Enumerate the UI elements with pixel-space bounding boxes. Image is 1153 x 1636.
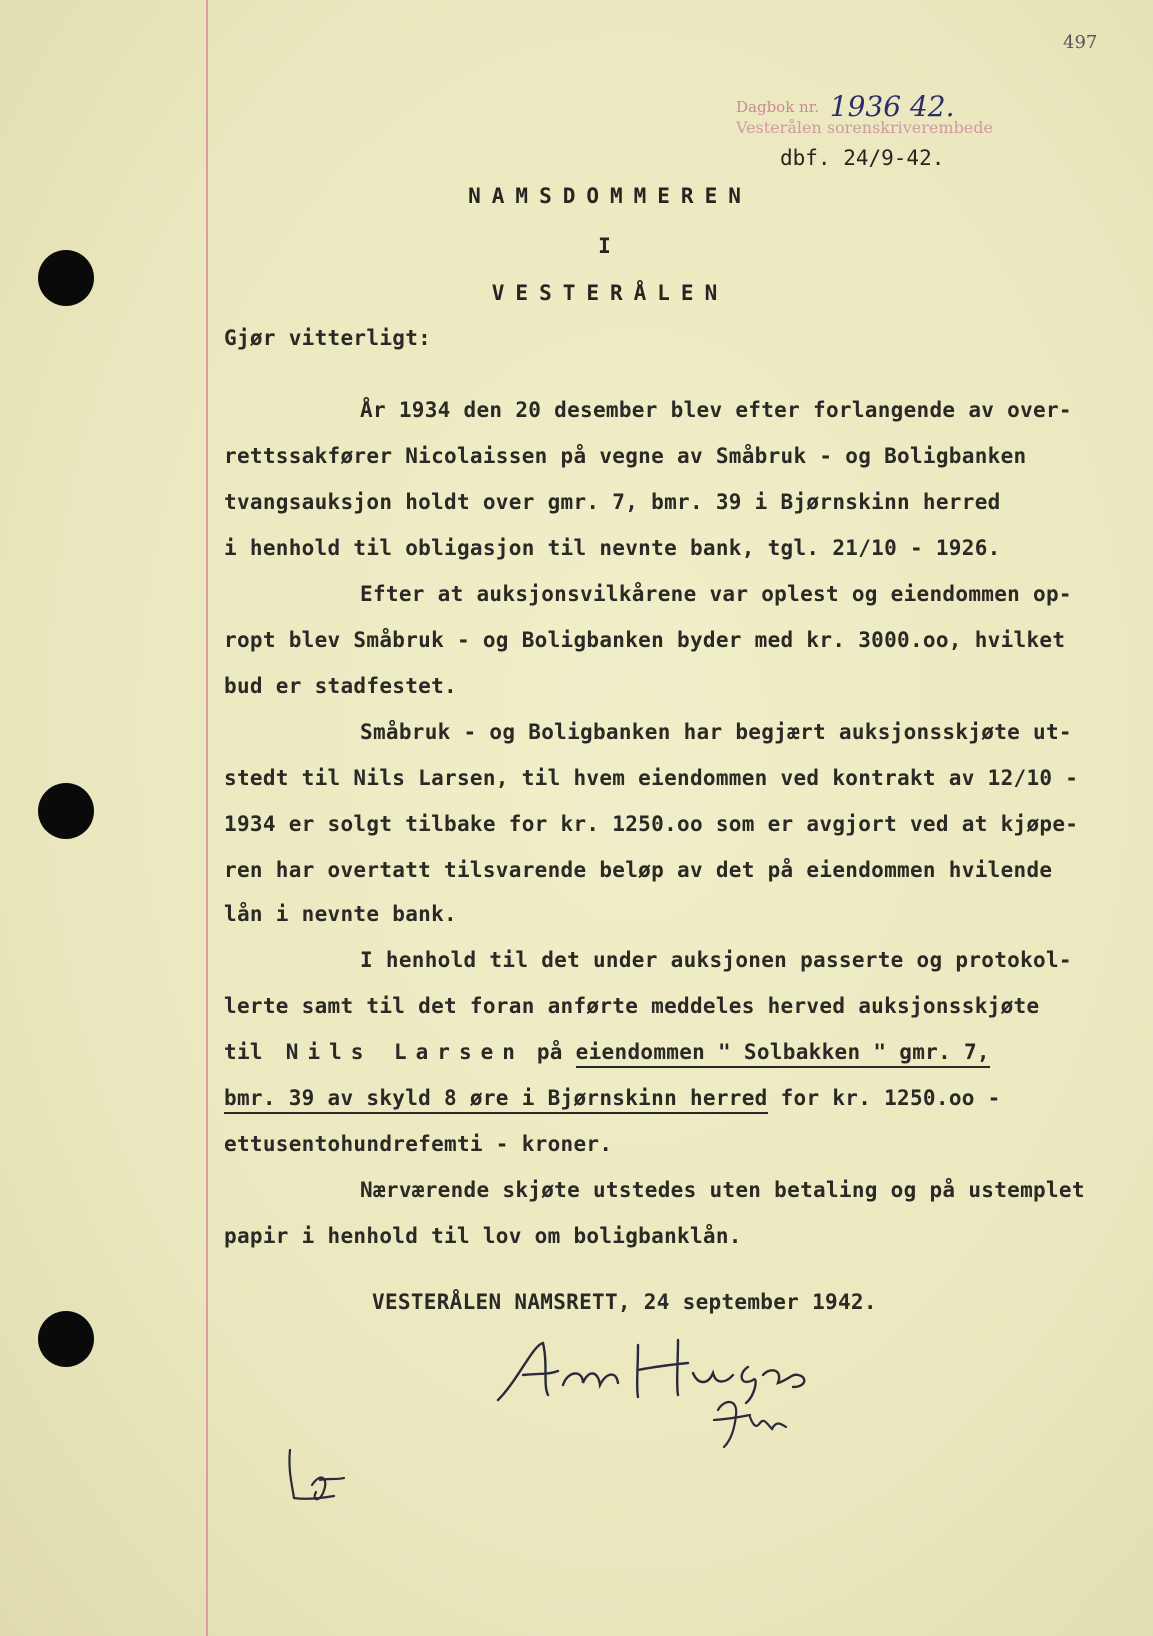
text-line: Småbruk - og Boligbanken har begjært auksjonsskjøte ut- [360,720,1072,744]
text-line: i henhold til obligasjon til nevnte bank, tgl. 21/10 - 1926. [224,536,1001,560]
text-line: ropt blev Småbruk - og Boligbanken byder med kr. 3000.oo, hvilket [224,628,1066,652]
text-line [224,1086,1001,1110]
punch-hole [38,250,94,306]
buyer-name: Nils Larsen [285,1040,524,1064]
heading-line-2: I [598,234,622,258]
closing-place-date: VESTERÅLEN NAMSRETT, 24 september 1942. [372,1290,877,1314]
text-line: bud er stadfestet. [224,674,457,698]
text-line: ettusentohundrefemti - kroner. [224,1132,613,1156]
signature [488,1325,868,1455]
text-line: lerte samt til det foran anførte meddeles herved auksjonsskjøte [224,994,1040,1018]
underlined-property: bmr. 39 av skyld 8 øre i Bjørnskinn herred [224,1086,768,1114]
underlined-property: eiendommen " Solbakken " gmr. 7, [576,1040,990,1068]
text-line: rettssakfører Nicolaissen på vegne av Småbruk - og Boligbanken [224,444,1027,468]
text-line: lån i nevnte bank. [224,902,457,926]
text-line: ren har overtatt tilsvarende beløp av det på eiendommen hvilende [224,858,1053,882]
text-line [224,1040,990,1064]
margin-line [206,0,208,1636]
text-line: I henhold til det under auksjonen passerte og protokol- [360,948,1072,972]
text-line: Nærværende skjøte utstedes uten betaling og på ustemplet [360,1178,1085,1202]
text-fragment: på [536,1040,563,1064]
text-line: År 1934 den 20 desember blev efter forlangende av over- [360,398,1072,422]
text-line: stedt til Nils Larsen, til hvem eiendommen ved kontrakt av 12/10 - [224,766,1079,790]
page-number: 497 [1063,32,1098,53]
dbf-date: dbf. 24/9-42. [780,146,945,170]
text-fragment: for kr. 1250.oo - [780,1086,1001,1110]
heading-line-3: VESTERÅLEN [491,281,729,305]
heading-line-1: NAMSDOMMEREN [468,184,752,208]
text-fragment: til [224,1040,263,1064]
stamp-label: Dagbok nr. [736,98,820,116]
stamp-handwritten-number: 1936 42. [829,90,955,123]
greeting: Gjør vitterligt: [224,326,432,350]
initials [282,1440,372,1510]
text-line: tvangsauksjon holdt over gmr. 7, bmr. 39 i Bjørnskinn herred [224,490,1001,514]
text-line: Efter at auksjonsvilkårene var oplest og eiendommen op- [360,582,1072,606]
punch-hole [38,1311,94,1367]
punch-hole [38,783,94,839]
text-line: 1934 er solgt tilbake for kr. 1250.oo som er avgjort ved at kjøpe- [224,812,1079,836]
text-line: papir i henhold til lov om boligbanklån. [224,1224,742,1248]
stamp-office: Vesterålen sorenskriverembede [736,118,993,137]
